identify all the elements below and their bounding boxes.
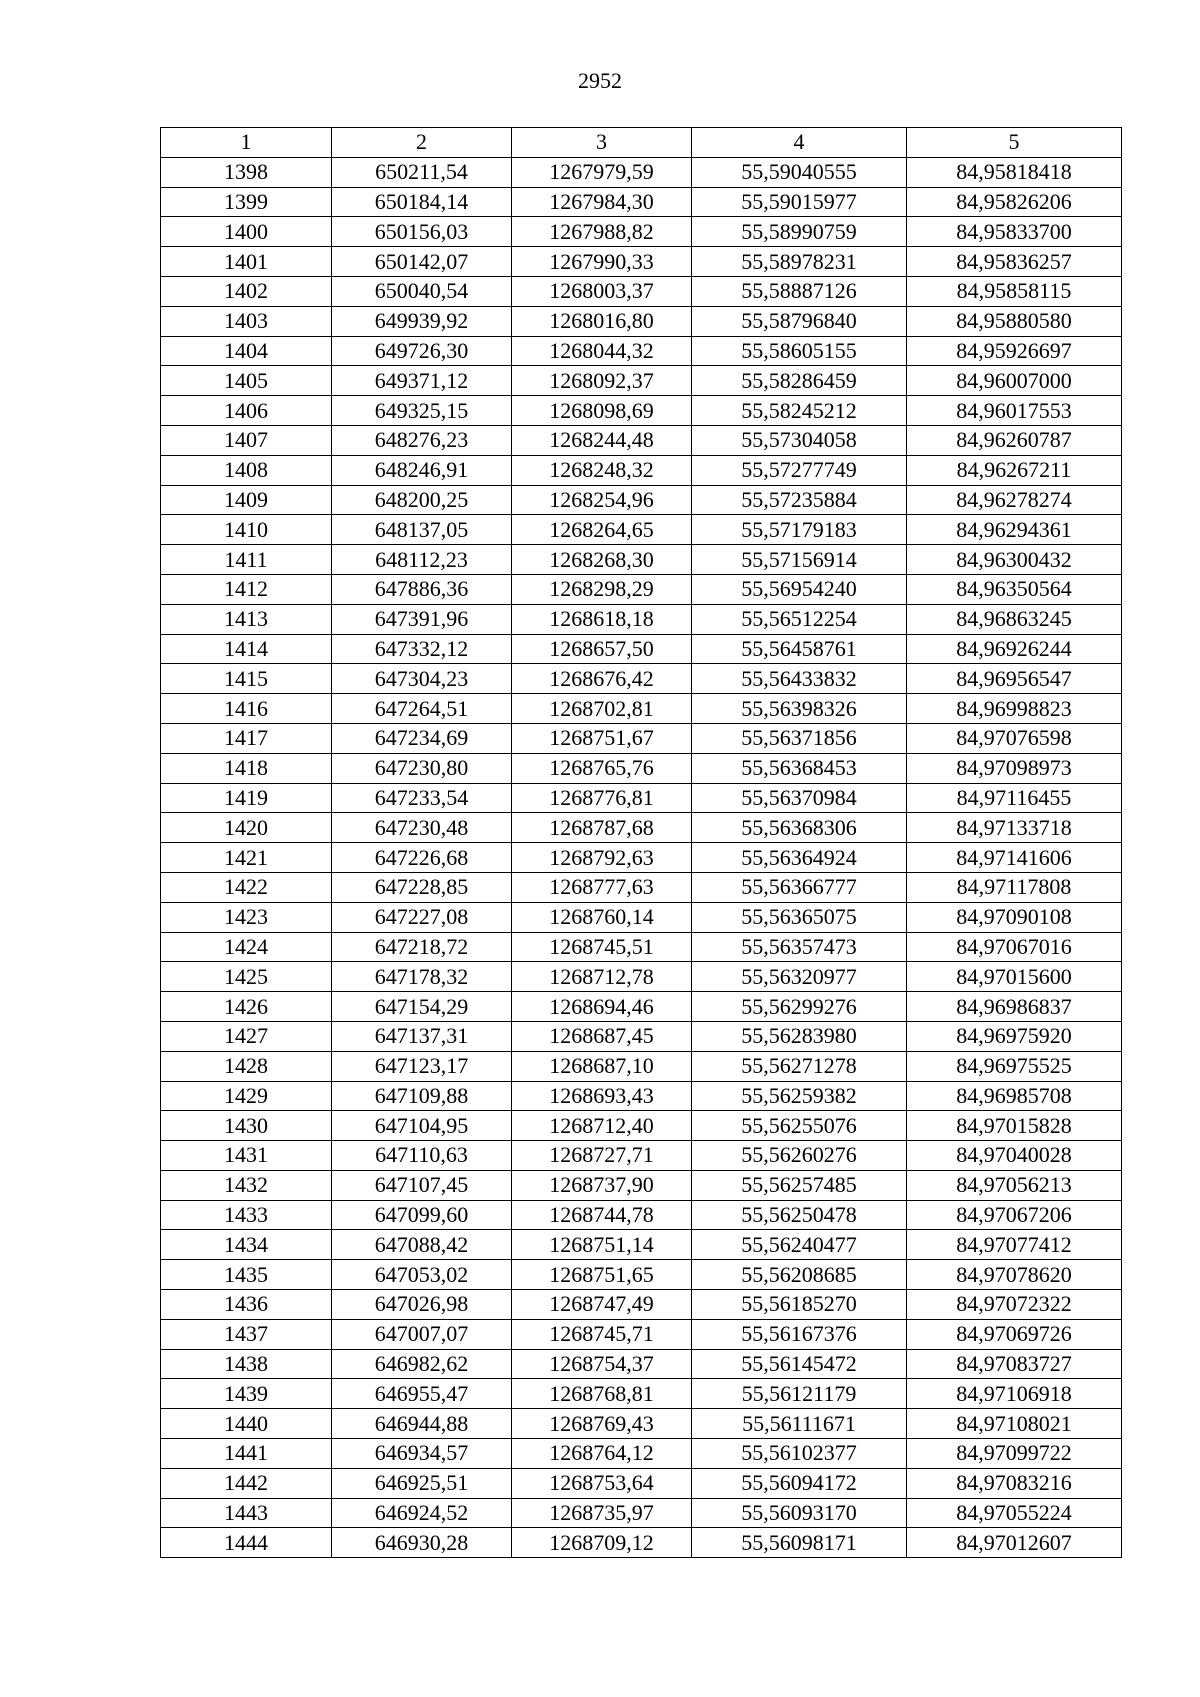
table-row bbox=[161, 1051, 1122, 1081]
table-cell: 84,96267211 bbox=[907, 455, 1122, 485]
table-cell: 647088,42 bbox=[332, 1230, 512, 1260]
table-cell: 1268712,40 bbox=[512, 1111, 692, 1141]
table-cell: 1401 bbox=[161, 247, 332, 277]
table-cell: 55,56250478 bbox=[692, 1200, 907, 1230]
table-cell: 1434 bbox=[161, 1230, 332, 1260]
table-cell: 1268745,71 bbox=[512, 1319, 692, 1349]
table-cell: 55,56365075 bbox=[692, 902, 907, 932]
table-row bbox=[161, 515, 1122, 545]
table-cell: 647226,68 bbox=[332, 843, 512, 873]
page-number: 2952 bbox=[578, 68, 622, 93]
table-cell: 1268751,67 bbox=[512, 723, 692, 753]
table-cell: 84,96278274 bbox=[907, 485, 1122, 515]
table-cell: 1268687,45 bbox=[512, 1021, 692, 1051]
table-cell: 648200,25 bbox=[332, 485, 512, 515]
table-row bbox=[161, 962, 1122, 992]
table-cell: 1268760,14 bbox=[512, 902, 692, 932]
table-row bbox=[161, 1230, 1122, 1260]
table-cell: 84,97056213 bbox=[907, 1170, 1122, 1200]
table-cell: 1267984,30 bbox=[512, 187, 692, 217]
table-cell: 55,56433832 bbox=[692, 664, 907, 694]
table-cell: 1403 bbox=[161, 306, 332, 336]
table-row bbox=[161, 902, 1122, 932]
table-cell: 1268264,65 bbox=[512, 515, 692, 545]
table-cell: 1441 bbox=[161, 1439, 332, 1469]
table-cell: 647218,72 bbox=[332, 932, 512, 962]
table-cell: 647110,63 bbox=[332, 1141, 512, 1171]
table-cell: 55,57235884 bbox=[692, 485, 907, 515]
column-header: 4 bbox=[692, 128, 907, 158]
table-cell: 84,96975920 bbox=[907, 1021, 1122, 1051]
table-cell: 646934,57 bbox=[332, 1439, 512, 1469]
table-cell: 646925,51 bbox=[332, 1468, 512, 1498]
column-header: 3 bbox=[512, 128, 692, 158]
table-row bbox=[161, 336, 1122, 366]
table-cell: 1268694,46 bbox=[512, 992, 692, 1022]
table-row bbox=[161, 217, 1122, 247]
table-cell: 55,56185270 bbox=[692, 1290, 907, 1320]
table-row bbox=[161, 753, 1122, 783]
table-cell: 55,57277749 bbox=[692, 455, 907, 485]
table-cell: 1399 bbox=[161, 187, 332, 217]
table-cell: 84,96863245 bbox=[907, 604, 1122, 634]
table-cell: 84,96007000 bbox=[907, 366, 1122, 396]
table-cell: 1422 bbox=[161, 872, 332, 902]
table-cell: 1268044,32 bbox=[512, 336, 692, 366]
table-cell: 647053,02 bbox=[332, 1260, 512, 1290]
table-row bbox=[161, 187, 1122, 217]
table-cell: 1268792,63 bbox=[512, 843, 692, 873]
table-cell: 1268254,96 bbox=[512, 485, 692, 515]
table-cell: 1398 bbox=[161, 157, 332, 187]
table-row bbox=[161, 783, 1122, 813]
table-cell: 55,56260276 bbox=[692, 1141, 907, 1171]
table-row bbox=[161, 545, 1122, 575]
table-cell: 55,58990759 bbox=[692, 217, 907, 247]
table-row bbox=[161, 425, 1122, 455]
table-cell: 1268298,29 bbox=[512, 574, 692, 604]
table-cell: 1439 bbox=[161, 1379, 332, 1409]
table-cell: 648276,23 bbox=[332, 425, 512, 455]
table-cell: 647332,12 bbox=[332, 634, 512, 664]
table-cell: 1268687,10 bbox=[512, 1051, 692, 1081]
table-cell: 55,56368306 bbox=[692, 813, 907, 843]
table-cell: 84,97072322 bbox=[907, 1290, 1122, 1320]
coordinates-table bbox=[160, 127, 1122, 1558]
table-cell: 55,58978231 bbox=[692, 247, 907, 277]
table-row bbox=[161, 1319, 1122, 1349]
table-cell: 647109,88 bbox=[332, 1081, 512, 1111]
table-row bbox=[161, 723, 1122, 753]
table-cell: 1268712,78 bbox=[512, 962, 692, 992]
table-row bbox=[161, 1290, 1122, 1320]
table-cell: 84,97106918 bbox=[907, 1379, 1122, 1409]
table-cell: 84,95836257 bbox=[907, 247, 1122, 277]
table-row bbox=[161, 1379, 1122, 1409]
table-cell: 84,96975525 bbox=[907, 1051, 1122, 1081]
table-cell: 1404 bbox=[161, 336, 332, 366]
table-cell: 1433 bbox=[161, 1200, 332, 1230]
table-cell: 84,96926244 bbox=[907, 634, 1122, 664]
table-cell: 647104,95 bbox=[332, 1111, 512, 1141]
table-cell: 1268747,49 bbox=[512, 1290, 692, 1320]
table-cell: 1427 bbox=[161, 1021, 332, 1051]
table-row bbox=[161, 1170, 1122, 1200]
table-cell: 1268709,12 bbox=[512, 1528, 692, 1558]
table-cell: 1268676,42 bbox=[512, 664, 692, 694]
table-cell: 84,97116455 bbox=[907, 783, 1122, 813]
table-cell: 1268003,37 bbox=[512, 276, 692, 306]
table-cell: 650211,54 bbox=[332, 157, 512, 187]
table-cell: 84,96985708 bbox=[907, 1081, 1122, 1111]
table-row bbox=[161, 306, 1122, 336]
table-cell: 1268693,43 bbox=[512, 1081, 692, 1111]
table-row bbox=[161, 604, 1122, 634]
table-cell: 647123,17 bbox=[332, 1051, 512, 1081]
table-cell: 84,97069726 bbox=[907, 1319, 1122, 1349]
table-cell: 55,56208685 bbox=[692, 1260, 907, 1290]
table-cell: 650184,14 bbox=[332, 187, 512, 217]
table-cell: 647137,31 bbox=[332, 1021, 512, 1051]
table-cell: 1443 bbox=[161, 1498, 332, 1528]
table-cell: 1413 bbox=[161, 604, 332, 634]
table-cell: 1268754,37 bbox=[512, 1349, 692, 1379]
table-cell: 1421 bbox=[161, 843, 332, 873]
table-cell: 84,97133718 bbox=[907, 813, 1122, 843]
table-cell: 84,95826206 bbox=[907, 187, 1122, 217]
table-cell: 647886,36 bbox=[332, 574, 512, 604]
table-row bbox=[161, 694, 1122, 724]
table-row bbox=[161, 1349, 1122, 1379]
table-cell: 84,97078620 bbox=[907, 1260, 1122, 1290]
table-cell: 55,58796840 bbox=[692, 306, 907, 336]
table-cell: 84,97108021 bbox=[907, 1409, 1122, 1439]
table-cell: 55,56368453 bbox=[692, 753, 907, 783]
table-cell: 55,56283980 bbox=[692, 1021, 907, 1051]
table-cell: 84,97083727 bbox=[907, 1349, 1122, 1379]
table-cell: 1410 bbox=[161, 515, 332, 545]
table-cell: 84,97098973 bbox=[907, 753, 1122, 783]
table-cell: 84,97077412 bbox=[907, 1230, 1122, 1260]
table-cell: 1268016,80 bbox=[512, 306, 692, 336]
table-cell: 650156,03 bbox=[332, 217, 512, 247]
table-cell: 84,96260787 bbox=[907, 425, 1122, 455]
table-cell: 647154,29 bbox=[332, 992, 512, 1022]
table-cell: 55,56512254 bbox=[692, 604, 907, 634]
table-cell: 1420 bbox=[161, 813, 332, 843]
table-row bbox=[161, 1111, 1122, 1141]
table-cell: 55,56954240 bbox=[692, 574, 907, 604]
table-cell: 1411 bbox=[161, 545, 332, 575]
table-cell: 84,95818418 bbox=[907, 157, 1122, 187]
table-cell: 55,56257485 bbox=[692, 1170, 907, 1200]
table-cell: 1267979,59 bbox=[512, 157, 692, 187]
table-cell: 647230,48 bbox=[332, 813, 512, 843]
table-cell: 1268744,78 bbox=[512, 1200, 692, 1230]
table-cell: 55,58605155 bbox=[692, 336, 907, 366]
table-cell: 646930,28 bbox=[332, 1528, 512, 1558]
table-cell: 55,58245212 bbox=[692, 396, 907, 426]
table-cell: 84,97055224 bbox=[907, 1498, 1122, 1528]
table-cell: 84,95833700 bbox=[907, 217, 1122, 247]
table-cell: 1416 bbox=[161, 694, 332, 724]
table-row bbox=[161, 1021, 1122, 1051]
table-cell: 1426 bbox=[161, 992, 332, 1022]
table-cell: 1268737,90 bbox=[512, 1170, 692, 1200]
table-cell: 1268745,51 bbox=[512, 932, 692, 962]
table-cell: 1268702,81 bbox=[512, 694, 692, 724]
table-cell: 649726,30 bbox=[332, 336, 512, 366]
table-cell: 55,56098171 bbox=[692, 1528, 907, 1558]
table-cell: 1267988,82 bbox=[512, 217, 692, 247]
table-cell: 647026,98 bbox=[332, 1290, 512, 1320]
table-row bbox=[161, 1260, 1122, 1290]
table-row bbox=[161, 157, 1122, 187]
table-cell: 1405 bbox=[161, 366, 332, 396]
table-row bbox=[161, 485, 1122, 515]
table-row bbox=[161, 1200, 1122, 1230]
table-cell: 1268787,68 bbox=[512, 813, 692, 843]
table-cell: 84,97076598 bbox=[907, 723, 1122, 753]
table-row bbox=[161, 1468, 1122, 1498]
column-header: 2 bbox=[332, 128, 512, 158]
table-cell: 55,57179183 bbox=[692, 515, 907, 545]
table-cell: 647007,07 bbox=[332, 1319, 512, 1349]
table-cell: 84,96350564 bbox=[907, 574, 1122, 604]
table-row bbox=[161, 932, 1122, 962]
table-cell: 84,97090108 bbox=[907, 902, 1122, 932]
table-row bbox=[161, 813, 1122, 843]
table-cell: 55,56255076 bbox=[692, 1111, 907, 1141]
table-cell: 55,56259382 bbox=[692, 1081, 907, 1111]
table-cell: 84,97067206 bbox=[907, 1200, 1122, 1230]
table-cell: 1428 bbox=[161, 1051, 332, 1081]
table-cell: 1268769,43 bbox=[512, 1409, 692, 1439]
table-row bbox=[161, 1409, 1122, 1439]
table-cell: 647230,80 bbox=[332, 753, 512, 783]
table-cell: 55,56458761 bbox=[692, 634, 907, 664]
table-cell: 1268248,32 bbox=[512, 455, 692, 485]
table-header-row bbox=[161, 128, 1122, 158]
table-cell: 646955,47 bbox=[332, 1379, 512, 1409]
table-row bbox=[161, 1439, 1122, 1469]
table-cell: 55,56370984 bbox=[692, 783, 907, 813]
table-cell: 84,96017553 bbox=[907, 396, 1122, 426]
table-cell: 1417 bbox=[161, 723, 332, 753]
table-row bbox=[161, 1498, 1122, 1528]
table-cell: 1268727,71 bbox=[512, 1141, 692, 1171]
table-cell: 84,97040028 bbox=[907, 1141, 1122, 1171]
table-cell: 84,95858115 bbox=[907, 276, 1122, 306]
table-cell: 1268244,48 bbox=[512, 425, 692, 455]
table-cell: 1402 bbox=[161, 276, 332, 306]
table-cell: 55,56366777 bbox=[692, 872, 907, 902]
table-cell: 55,56121179 bbox=[692, 1379, 907, 1409]
table-cell: 1436 bbox=[161, 1290, 332, 1320]
table-cell: 1268753,64 bbox=[512, 1468, 692, 1498]
table-cell: 55,58286459 bbox=[692, 366, 907, 396]
table-cell: 1409 bbox=[161, 485, 332, 515]
table-cell: 647228,85 bbox=[332, 872, 512, 902]
table-row bbox=[161, 396, 1122, 426]
table-cell: 55,59040555 bbox=[692, 157, 907, 187]
table-cell: 55,59015977 bbox=[692, 187, 907, 217]
table-row bbox=[161, 872, 1122, 902]
table-cell: 55,56271278 bbox=[692, 1051, 907, 1081]
table-cell: 55,56093170 bbox=[692, 1498, 907, 1528]
table-row bbox=[161, 634, 1122, 664]
table-cell: 1424 bbox=[161, 932, 332, 962]
table-row bbox=[161, 366, 1122, 396]
table-cell: 55,56398326 bbox=[692, 694, 907, 724]
table-cell: 647099,60 bbox=[332, 1200, 512, 1230]
table-cell: 55,56364924 bbox=[692, 843, 907, 873]
table-cell: 1408 bbox=[161, 455, 332, 485]
table-cell: 84,97141606 bbox=[907, 843, 1122, 873]
table-cell: 1268764,12 bbox=[512, 1439, 692, 1469]
table-cell: 84,97117808 bbox=[907, 872, 1122, 902]
table-cell: 1431 bbox=[161, 1141, 332, 1171]
table-cell: 1437 bbox=[161, 1319, 332, 1349]
table-cell: 647227,08 bbox=[332, 902, 512, 932]
table-cell: 647304,23 bbox=[332, 664, 512, 694]
table-row bbox=[161, 1141, 1122, 1171]
table-cell: 84,97099722 bbox=[907, 1439, 1122, 1469]
table-cell: 84,96986837 bbox=[907, 992, 1122, 1022]
table-cell: 648246,91 bbox=[332, 455, 512, 485]
table-cell: 1268776,81 bbox=[512, 783, 692, 813]
table-cell: 55,56357473 bbox=[692, 932, 907, 962]
table-cell: 55,56094172 bbox=[692, 1468, 907, 1498]
table-cell: 1429 bbox=[161, 1081, 332, 1111]
table-cell: 1400 bbox=[161, 217, 332, 247]
table-cell: 1415 bbox=[161, 664, 332, 694]
table-cell: 1440 bbox=[161, 1409, 332, 1439]
table-cell: 648112,23 bbox=[332, 545, 512, 575]
table-cell: 55,57304058 bbox=[692, 425, 907, 455]
table-cell: 1407 bbox=[161, 425, 332, 455]
table-cell: 1268751,65 bbox=[512, 1260, 692, 1290]
table-cell: 1268751,14 bbox=[512, 1230, 692, 1260]
table-cell: 1435 bbox=[161, 1260, 332, 1290]
table-row bbox=[161, 843, 1122, 873]
table-cell: 649371,12 bbox=[332, 366, 512, 396]
table-cell: 649939,92 bbox=[332, 306, 512, 336]
table-cell: 84,96294361 bbox=[907, 515, 1122, 545]
table-cell: 1444 bbox=[161, 1528, 332, 1558]
table-row bbox=[161, 276, 1122, 306]
table-cell: 1425 bbox=[161, 962, 332, 992]
table-cell: 55,56240477 bbox=[692, 1230, 907, 1260]
table-cell: 647107,45 bbox=[332, 1170, 512, 1200]
table-cell: 84,96998823 bbox=[907, 694, 1122, 724]
table-cell: 84,96300432 bbox=[907, 545, 1122, 575]
table-cell: 55,56145472 bbox=[692, 1349, 907, 1379]
table-cell: 1268098,69 bbox=[512, 396, 692, 426]
table-cell: 647233,54 bbox=[332, 783, 512, 813]
table-cell: 84,96956547 bbox=[907, 664, 1122, 694]
table-cell: 646982,62 bbox=[332, 1349, 512, 1379]
table-cell: 650142,07 bbox=[332, 247, 512, 277]
table-cell: 650040,54 bbox=[332, 276, 512, 306]
table-cell: 1268657,50 bbox=[512, 634, 692, 664]
table-cell: 55,56102377 bbox=[692, 1439, 907, 1469]
table-cell: 84,97012607 bbox=[907, 1528, 1122, 1558]
table-cell: 1268777,63 bbox=[512, 872, 692, 902]
table-cell: 55,56371856 bbox=[692, 723, 907, 753]
column-header: 5 bbox=[907, 128, 1122, 158]
table-row bbox=[161, 574, 1122, 604]
table-cell: 649325,15 bbox=[332, 396, 512, 426]
table-body bbox=[161, 157, 1122, 1557]
table-row bbox=[161, 455, 1122, 485]
table-row bbox=[161, 1528, 1122, 1558]
table-cell: 648137,05 bbox=[332, 515, 512, 545]
table-cell: 1442 bbox=[161, 1468, 332, 1498]
column-header: 1 bbox=[161, 128, 332, 158]
table-cell: 55,57156914 bbox=[692, 545, 907, 575]
table-cell: 1430 bbox=[161, 1111, 332, 1141]
table-cell: 84,97015600 bbox=[907, 962, 1122, 992]
table-row bbox=[161, 247, 1122, 277]
table-cell: 1412 bbox=[161, 574, 332, 604]
table-row bbox=[161, 992, 1122, 1022]
table-cell: 647178,32 bbox=[332, 962, 512, 992]
table-cell: 1423 bbox=[161, 902, 332, 932]
table-cell: 1268765,76 bbox=[512, 753, 692, 783]
table-cell: 647234,69 bbox=[332, 723, 512, 753]
table-cell: 55,58887126 bbox=[692, 276, 907, 306]
table-cell: 1432 bbox=[161, 1170, 332, 1200]
table-cell: 1267990,33 bbox=[512, 247, 692, 277]
table-cell: 646944,88 bbox=[332, 1409, 512, 1439]
table-cell: 1268735,97 bbox=[512, 1498, 692, 1528]
table-row bbox=[161, 1081, 1122, 1111]
table-cell: 1268618,18 bbox=[512, 604, 692, 634]
table-cell: 55,56320977 bbox=[692, 962, 907, 992]
table-cell: 84,97067016 bbox=[907, 932, 1122, 962]
table-cell: 84,95880580 bbox=[907, 306, 1122, 336]
table-cell: 84,95926697 bbox=[907, 336, 1122, 366]
table-cell: 55,56299276 bbox=[692, 992, 907, 1022]
table-cell: 1414 bbox=[161, 634, 332, 664]
table-cell: 1406 bbox=[161, 396, 332, 426]
table-cell: 647264,51 bbox=[332, 694, 512, 724]
table-cell: 1419 bbox=[161, 783, 332, 813]
table-cell: 1268768,81 bbox=[512, 1379, 692, 1409]
table-cell: 646924,52 bbox=[332, 1498, 512, 1528]
table-cell: 84,97015828 bbox=[907, 1111, 1122, 1141]
table-cell: 647391,96 bbox=[332, 604, 512, 634]
table-cell: 1268092,37 bbox=[512, 366, 692, 396]
table-cell: 1438 bbox=[161, 1349, 332, 1379]
table-row bbox=[161, 664, 1122, 694]
table-cell: 55,56167376 bbox=[692, 1319, 907, 1349]
table-cell: 84,97083216 bbox=[907, 1468, 1122, 1498]
table-cell: 1418 bbox=[161, 753, 332, 783]
table-cell: 1268268,30 bbox=[512, 545, 692, 575]
table-cell: 55,56111671 bbox=[692, 1409, 907, 1439]
